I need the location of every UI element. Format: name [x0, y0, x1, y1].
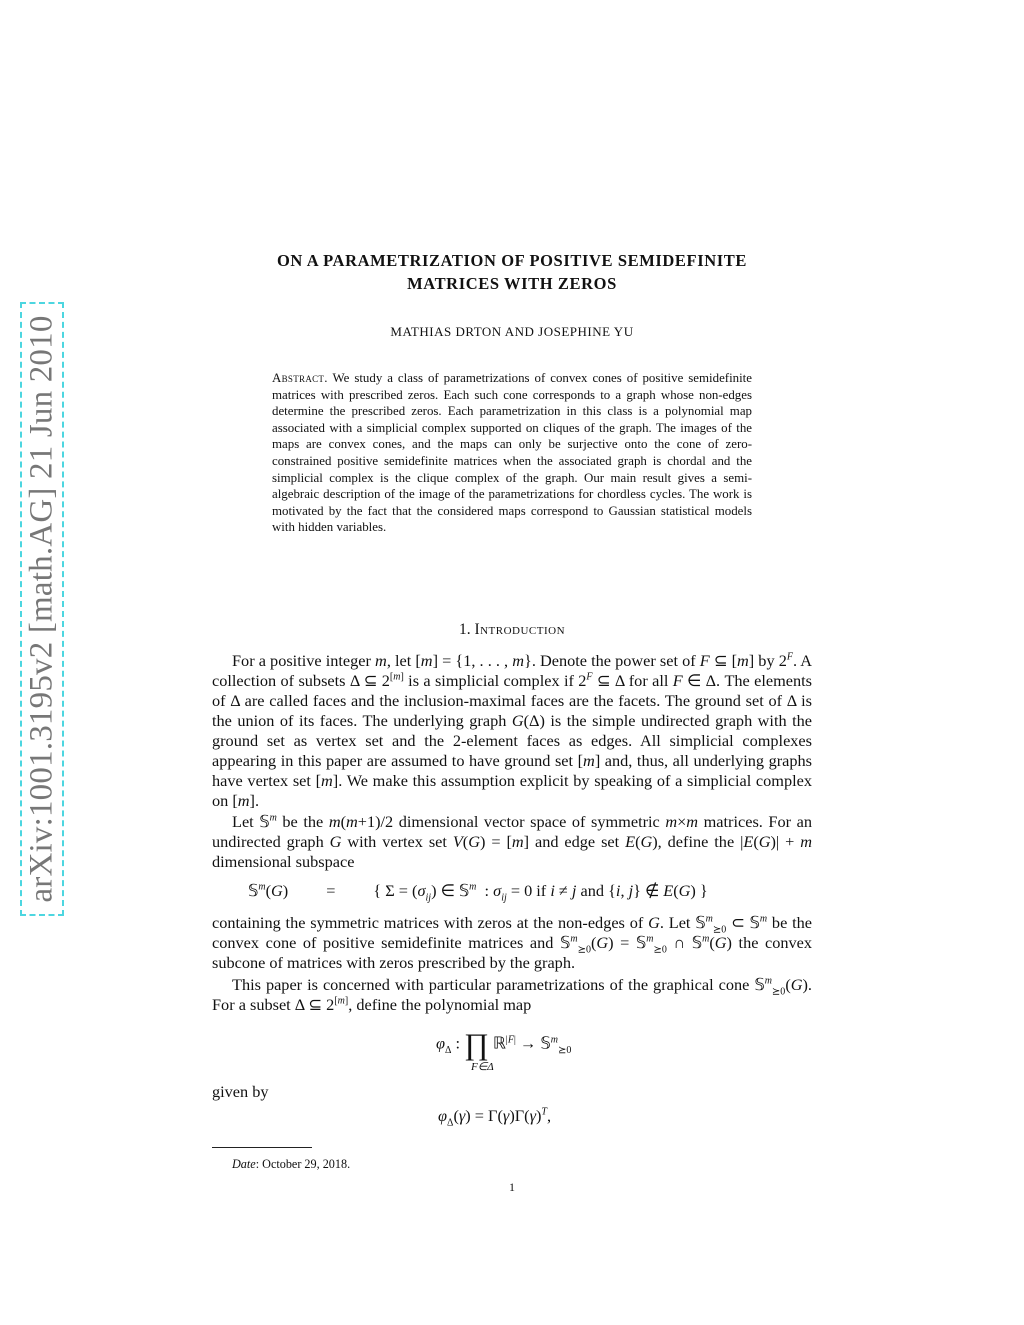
title-line-1: ON A PARAMETRIZATION OF POSITIVE SEMIDEFINITE	[277, 251, 747, 270]
section-number: 1.	[458, 621, 471, 638]
given-by-text: given by	[212, 1082, 269, 1101]
equation-map: $\varphi_\Delta$ : ∏ ℝ$^{|F|}$ → 𝕊$^m_{⪰0}$	[436, 1028, 572, 1061]
paper-title	[220, 249, 804, 295]
equation-definition: $\varphi_\Delta(\gamma) = \Gamma(\gamma)\Gamma(\gamma)^T$,	[438, 1106, 552, 1129]
equation-map-subscript: F∈Δ	[471, 1061, 494, 1073]
intro-paragraph-3: containing the symmetric matrices with zeros at the non-edges of G. Let 𝕊$^m_{⪰0}$ ⊂ 𝕊$^m$ be the convex cone of positive semidefinite matrices and 𝕊$^m_{⪰0}$(G) = 𝕊$^m_{⪰0}$ ∩ 𝕊$^m$(G) the convex subcone of matrices with zeros prescribed by the graph.	[212, 913, 813, 972]
footnote-rule	[212, 1147, 312, 1148]
intro-paragraph-1: For a positive integer m, let [m] = {1, . . . , m}. Denote the power set of F ⊆ [m] by $2^F$. A collection of subsets Δ ⊆ 2[m] is a simplicial complex if $2^F$ ⊆ Δ for all F ∈ Δ. The elements of Δ are called faces and the inclusion-maximal faces are the facets. The ground set of Δ is the union of its faces. The underlying graph G(Δ) is the simple undirected graph with the ground set as vertex set and the 2-element faces as edges. All simplicial complexes appearing in this paper are assumed to have ground set [m] and, thus, all underlying graphs have vertex set [m]. We make this assumption explicit by speaking of a simplicial complex on [m].	[212, 651, 813, 810]
section-heading	[220, 621, 804, 639]
footnote-label: Date	[232, 1157, 256, 1171]
intro-paragraph-2: Let 𝕊$^m$ be the m(m+1)/2 dimensional vector space of symmetric m×m matrices. For an undirected graph G with vertex set V(G) = [m] and edge set E(G), define the |E(G)| + m dimensional subspace	[212, 812, 812, 871]
intro-paragraph-4: This paper is concerned with particular parametrizations of the graphical cone 𝕊$^m_{⪰0}$(G). For a subset Δ ⊆ 2[m], define the polynomial map	[212, 975, 812, 1014]
section-title: Introduction	[474, 621, 566, 638]
arxiv-stamp: arXiv:1001.3195v2 [math.AG] 21 Jun 2010	[23, 315, 60, 903]
footnote	[232, 1157, 350, 1172]
footnote-text: : October 29, 2018.	[255, 1157, 351, 1171]
equation-subspace: 𝕊$^m$(G) = { $\Sigma = (\sigma_{ij})$ ∈ 𝕊$^m$ : $\sigma_{ij} = 0$ if i ≠ j and {i, j} ∉ E(G) }	[248, 881, 708, 904]
authors: MATHIAS DRTON AND JOSEPHINE YU	[390, 324, 634, 339]
abstract	[272, 370, 752, 536]
abstract-label: Abstract.	[272, 371, 328, 385]
abstract-text: We study a class of parametrizations of convex cones of positive semidefinite matrices with prescribed zeros. Each such cone corresponds to a graph whose non-edges determine the prescribed zeros. Each parametrization in this class is a polynomial map associated with a simplicial complex supported on cliques of the graph. The images of the maps are convex cones, and the maps can only be surjective onto the cone of zero-constrained positive semidefinite matrices when the associated graph is chordal and the simplicial complex is the clique complex of the graph. Our main result gives a semi-algebraic description of the image of the parametrizations for chordless cycles. The work is motivated by the fact that the considered maps correspond to Gaussian statistical models with hidden variables.	[272, 371, 752, 535]
title-line-2: MATRICES WITH ZEROS	[407, 274, 617, 293]
page-number: 1	[509, 1180, 515, 1194]
